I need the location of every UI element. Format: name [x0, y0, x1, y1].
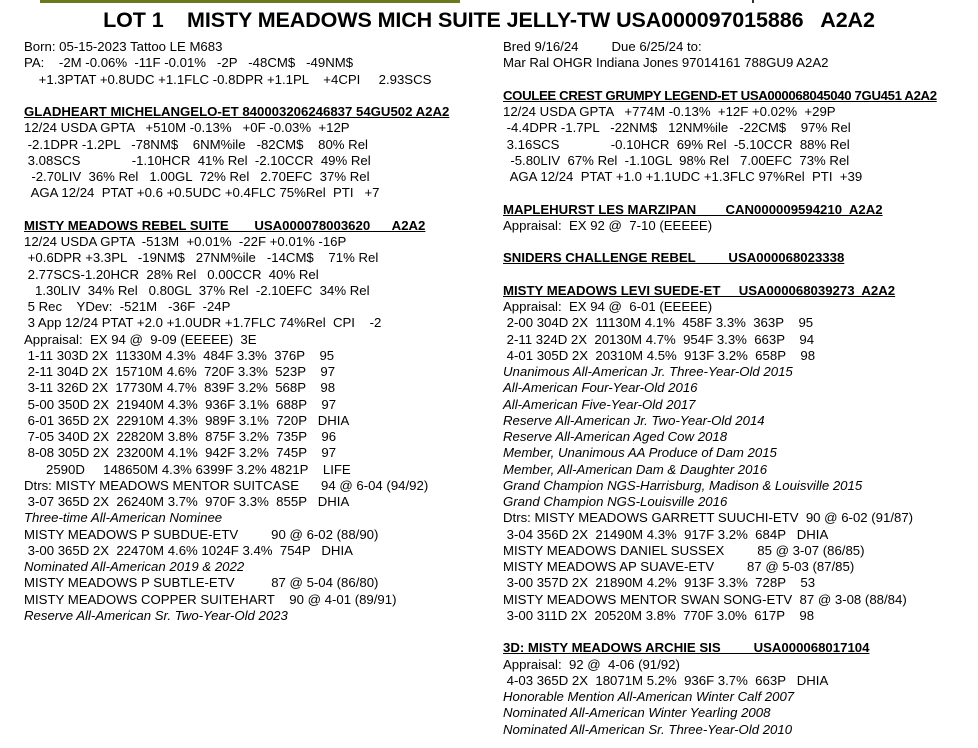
- spacer-line: [24, 88, 494, 104]
- text-line: 1.30LIV 34% Rel 0.80GL 37% Rel -2.10EFC 34% Rel: [24, 282, 370, 298]
- text-line: -2.70LIV 36% Rel 1.00GL 72% Rel 2.70EFC 37% Rel: [24, 169, 370, 184]
- text-line: MISTY MEADOWS COPPER SUITEHART 90 @ 4-01 (89/91): [24, 591, 397, 607]
- text-line: 3-00 365D 2X 22470M 4.6% 1024F 3.4% 754P DHIA: [24, 542, 353, 558]
- animal-heading: GLADHEART MICHELANGELO-ET 840003206246837 54GU502 A2A2: [24, 104, 450, 119]
- dam-pedigree-column: [24, 39, 494, 624]
- award-line: Three-time All-American Nominee: [24, 510, 223, 526]
- text-line: 12/24 USDA GPTA -513M +0.01% -22F +0.01% -16P: [24, 234, 347, 249]
- award-line: Nominated All-American Winter Yearling 2008: [503, 705, 771, 721]
- award-line: All-American Five-Year-Old 2017: [503, 396, 696, 412]
- text-line: 4-01 305D 2X 20310M 4.5% 913F 3.2% 658P 98: [503, 347, 816, 363]
- text-line: MISTY MEADOWS AP SUAVE-ETV 87 @ 5-03 (87/85): [503, 559, 855, 574]
- text-line: 2-00 304D 2X 11130M 4.1% 458F 3.3% 363P 95: [503, 315, 814, 331]
- text-line: PA: -2M -0.06% -11F -0.01% -2P -48CM$ -49NM$: [24, 55, 354, 71]
- animal-heading: MAPLEHURST LES MARZIPAN CAN000009594210 A2A2: [503, 201, 883, 217]
- text-line: Appraisal: EX 94 @ 6-01 (EEEEE): [503, 299, 713, 314]
- text-line: 3-07 365D 2X 26240M 3.7% 970F 3.3% 855P DHIA: [24, 494, 350, 509]
- award-line: Member, Unanimous AA Produce of Dam 2015: [503, 445, 777, 461]
- text-line: AGA 12/24 PTAT +0.6 +0.5UDC +0.4FLC 75%Rel PTI +7: [24, 185, 380, 201]
- spacer-line: [503, 72, 973, 88]
- text-line: MISTY MEADOWS P SUBDUE-ETV 90 @ 6-02 (88/90): [24, 526, 379, 542]
- top-rule-left: [40, 0, 460, 3]
- award-line: Member, All-American Dam & Daughter 2016: [503, 461, 768, 477]
- text-line: +0.6DPR +3.3PL -19NM$ 27NM%ile -14CM$ 71% Rel: [24, 250, 379, 266]
- animal-heading: SNIDERS CHALLENGE REBEL USA000068023338: [503, 250, 845, 266]
- text-line: 4-03 365D 2X 18071M 5.2% 936F 3.7% 663P DHIA: [503, 672, 829, 688]
- spacer-line: [503, 267, 973, 283]
- text-line: -4.4DPR -1.7PL -22NM$ 12NM%ile -22CM$ 97% Rel: [503, 120, 851, 136]
- text-line: 1-11 303D 2X 11330M 4.3% 484F 3.3% 376P 95: [24, 347, 335, 363]
- spacer-line: [503, 185, 973, 201]
- text-line: 2-11 304D 2X 15710M 4.6% 720F 3.3% 523P 97: [24, 364, 336, 379]
- text-line: 7-05 340D 2X 22820M 3.8% 875F 3.2% 735P 96: [24, 429, 337, 444]
- award-line: All-American Four-Year-Old 2016: [503, 380, 698, 396]
- text-line: Dtrs: MISTY MEADOWS MENTOR SUITCASE 94 @ 6-04 (94/92): [24, 477, 429, 493]
- text-line: 2590D 148650M 4.3% 6399F 3.2% 4821P LIFE: [24, 461, 351, 477]
- animal-heading: 3D: MISTY MEADOWS ARCHIE SIS USA000068017104: [503, 640, 870, 656]
- text-line: 2.77SCS-1.20HCR 28% Rel 0.00CCR 40% Rel: [24, 266, 319, 282]
- text-line: MISTY MEADOWS DANIEL SUSSEX 85 @ 3-07 (86/85): [503, 542, 865, 558]
- sire-pedigree-column: [503, 39, 973, 738]
- text-line: 6-01 365D 2X 22910M 4.3% 989F 3.1% 720P DHIA: [24, 412, 350, 428]
- text-line: Appraisal: 92 @ 4-06 (91/92): [503, 656, 680, 672]
- text-line: MISTY MEADOWS MENTOR SWAN SONG-ETV 87 @ 3-08 (88/84): [503, 591, 907, 607]
- award-line: Grand Champion NGS-Louisville 2016: [503, 494, 728, 509]
- text-line: MISTY MEADOWS P SUBTLE-ETV 87 @ 5-04 (86/80): [24, 575, 379, 591]
- text-line: 3-04 356D 2X 21490M 4.3% 917F 3.2% 684P DHIA: [503, 526, 829, 542]
- text-line: 8-08 305D 2X 23200M 4.1% 942F 3.2% 745P 97: [24, 445, 337, 461]
- text-line: Appraisal: EX 94 @ 9-09 (EEEEE) 3E: [24, 331, 257, 347]
- text-line: 5-00 350D 2X 21940M 4.3% 936F 3.1% 688P 97: [24, 396, 337, 412]
- award-line: Unanimous All-American Jr. Three-Year-Old 2015: [503, 364, 793, 379]
- text-line: +1.3PTAT +0.8UDC +1.1FLC -0.8DPR +1.1PL +4CPI 2.93SCS: [24, 71, 432, 87]
- text-line: 12/24 USDA GPTA +510M -0.13% +0F -0.03% +12P: [24, 120, 350, 136]
- award-line: Reserve All-American Jr. Two-Year-Old 2014: [503, 412, 765, 428]
- text-line: 3.08SCS -1.10HCR 41% Rel -2.10CCR 49% Rel: [24, 152, 371, 168]
- award-line: Nominated All-American Sr. Three-Year-Old 2010: [503, 721, 793, 737]
- text-line: 5 Rec YDev: -521M -36F -24P: [24, 299, 231, 314]
- text-line: 3-00 311D 2X 20520M 3.8% 770F 3.0% 617P 98: [503, 607, 815, 623]
- text-line: AGA 12/24 PTAT +1.0 +1.1UDC +1.3FLC 97%Rel PTI +39: [503, 169, 863, 184]
- text-line: Appraisal: EX 92 @ 7-10 (EEEEE): [503, 217, 713, 233]
- spacer-line: [503, 234, 973, 250]
- animal-heading: MISTY MEADOWS REBEL SUITE USA000078003620 A2A2: [24, 217, 426, 233]
- text-line: -2.1DPR -1.2PL -78NM$ 6NM%ile -82CM$ 80% Rel: [24, 136, 368, 152]
- top-rule-mark: [752, 0, 754, 3]
- text-line: 3-11 326D 2X 17730M 4.7% 839F 3.2% 568P 98: [24, 380, 336, 396]
- spacer-line: [24, 202, 494, 218]
- text-line: 3.16SCS -0.10HCR 69% Rel -5.10CCR 88% Rel: [503, 136, 850, 152]
- text-line: 12/24 USDA GPTA +774M -0.13% +12F +0.02% +29P: [503, 104, 836, 119]
- text-line: Dtrs: MISTY MEADOWS GARRETT SUUCHI-ETV 90 @ 6-02 (91/87): [503, 510, 914, 526]
- text-line: Born: 05-15-2023 Tattoo LE M683: [24, 39, 223, 54]
- text-line: 3 App 12/24 PTAT +2.0 +1.0UDR +1.7FLC 74%Rel CPI -2: [24, 315, 382, 331]
- text-line: Bred 9/16/24 Due 6/25/24 to:: [503, 39, 702, 54]
- text-line: -5.80LIV 67% Rel -1.10GL 98% Rel 7.00EFC 73% Rel: [503, 152, 850, 168]
- text-line: Mar Ral OHGR Indiana Jones 97014161 788GU9 A2A2: [503, 55, 829, 71]
- spacer-line: [503, 624, 973, 640]
- award-line: Nominated All-American 2019 & 2022: [24, 559, 245, 574]
- top-rule: [0, 0, 978, 6]
- animal-heading: COULEE CREST GRUMPY LEGEND-ET USA000068045040 7GU451 A2A2: [503, 87, 937, 103]
- text-line: 3-00 357D 2X 21890M 4.2% 913F 3.3% 728P 53: [503, 575, 816, 591]
- award-line: Grand Champion NGS-Harrisburg, Madison & Louisville 2015: [503, 477, 863, 493]
- award-line: Reserve All-American Aged Cow 2018: [503, 429, 728, 444]
- award-line: Honorable Mention All-American Winter Calf 2007: [503, 689, 795, 704]
- animal-heading: MISTY MEADOWS LEVI SUEDE-ET USA000068039273 A2A2: [503, 282, 896, 298]
- award-line: Reserve All-American Sr. Two-Year-Old 2023: [24, 607, 288, 623]
- lot-title: LOT 1 MISTY MEADOWS MICH SUITE JELLY-TW USA000097015886 A2A2: [103, 8, 875, 32]
- text-line: 2-11 324D 2X 20130M 4.7% 954F 3.3% 663P 94: [503, 331, 815, 347]
